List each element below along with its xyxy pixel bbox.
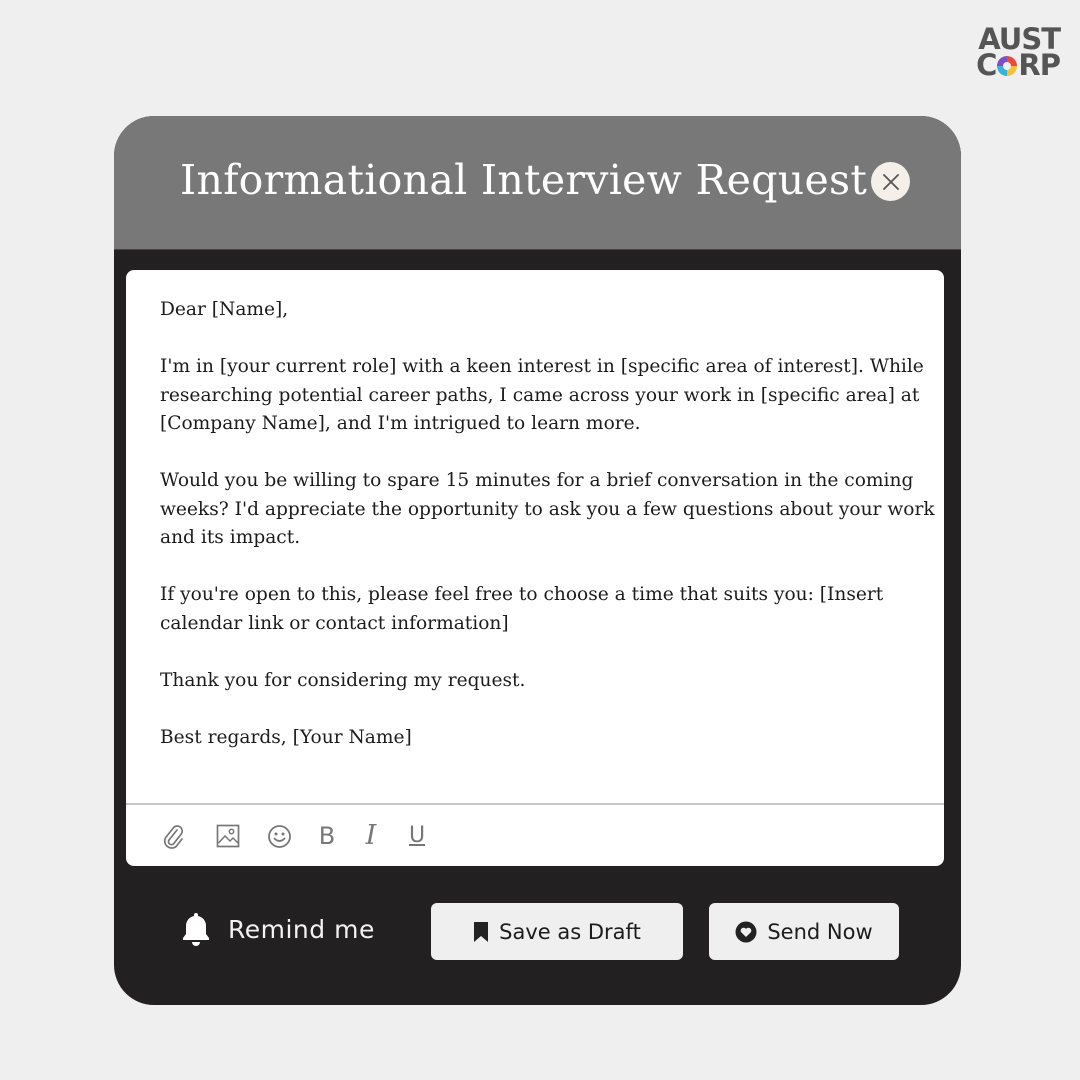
image-icon	[216, 824, 240, 848]
message-card	[126, 270, 944, 866]
remind-me-label: Remind me	[228, 914, 375, 944]
dialog-title: Informational Interview Request	[180, 156, 868, 204]
send-now-button[interactable]	[709, 903, 899, 960]
save-draft-label: Save as Draft	[499, 919, 641, 944]
insert-image-button[interactable]	[215, 823, 241, 849]
logo-line-2: C RP	[976, 48, 1060, 82]
message-paragraph: Best regards, [Your Name]	[160, 726, 412, 748]
emoji-icon	[267, 824, 292, 849]
paperclip-icon	[161, 823, 185, 849]
emoji-button[interactable]	[266, 823, 292, 849]
bell-icon	[180, 911, 212, 947]
message-paragraph: Would you be willing to spare 15 minutes for a brief conversation in the coming weeks? I'd appreciate the opportunity to ask you a few questions about your work and its impact.	[160, 470, 941, 548]
send-now-label: Send Now	[767, 919, 873, 944]
message-paragraph: Thank you for considering my request.	[160, 669, 526, 691]
message-paragraph: If you're open to this, please feel free to choose a time that suits you: [Insert calendar link or contact information]	[160, 584, 890, 634]
formatting-toolbar	[126, 803, 944, 868]
austcorp-logo	[970, 22, 1060, 82]
bold-icon: B	[318, 822, 336, 850]
close-button[interactable]	[871, 162, 910, 201]
heart-icon	[735, 921, 757, 943]
message-paragraph: Dear [Name],	[160, 299, 289, 320]
italic-button[interactable]	[358, 820, 384, 851]
dialog-header	[114, 116, 961, 250]
italic-icon: I	[365, 820, 377, 851]
remind-me-button[interactable]	[180, 911, 375, 947]
message-paragraph: I'm in [your current role] with a keen interest in [specific area of interest]. While researching potential career paths, I came across your work in [specific area] at [Company Name], and I'm intrigued to learn more.	[160, 356, 930, 434]
email-dialog	[114, 116, 961, 1005]
message-body[interactable]	[160, 296, 941, 752]
close-icon	[882, 173, 900, 191]
logo-line-1: AUST	[978, 22, 1060, 56]
underline-icon: U	[408, 823, 426, 848]
attach-button[interactable]	[160, 823, 186, 849]
underline-button[interactable]	[404, 823, 430, 849]
bold-button[interactable]	[314, 823, 340, 849]
save-draft-button[interactable]	[431, 903, 683, 960]
bookmark-icon	[473, 921, 489, 943]
logo-ring-icon	[997, 56, 1017, 76]
